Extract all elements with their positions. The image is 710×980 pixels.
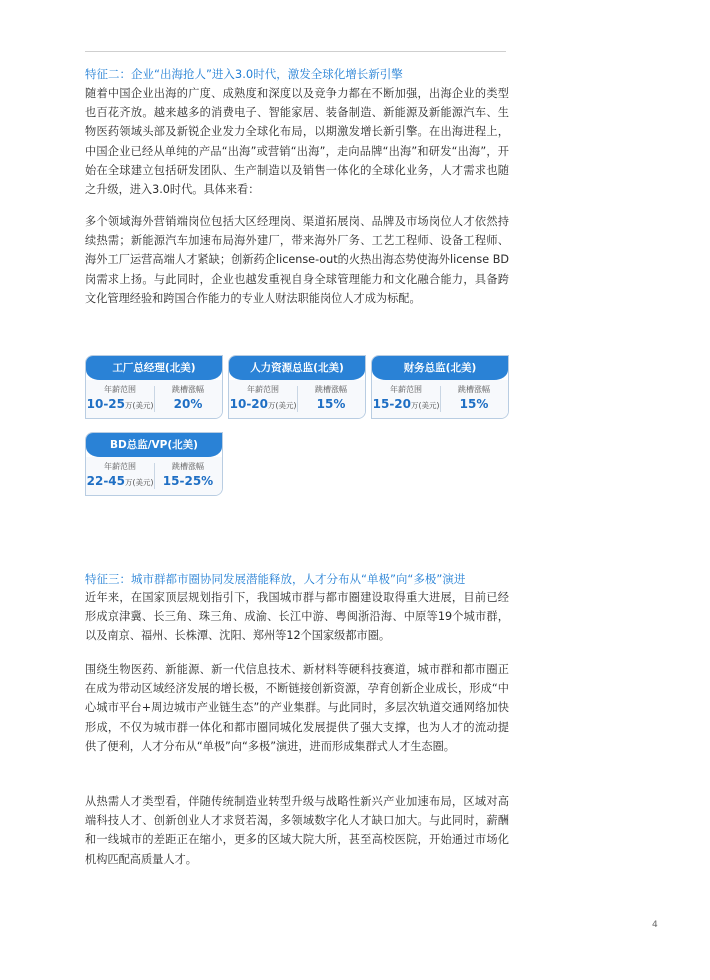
- section-3-paragraph-2: 围绕生物医药、新能源、新一代信息技术、新材料等硬科技赛道，城市群和都市圈正在成为带动区域经济发展的增长极，不断链接创新资源，孕育创新企业成长，形成“中心城市平台+周边城市产业链生态”的产业集群。与此同时，多层次轨道交通网络加快形成，不仅为城市群一体化和都市圈同城化发展提供了强大支撑，也为人才的流动提供了便利，人才分布从“单极”向“多极”演进，进而形成集群式人才生态圈。: [85, 663, 509, 753]
- top-divider: [85, 51, 506, 52]
- job-hop-raise-label: 跳槽涨幅: [172, 385, 204, 394]
- salary-range-value: 15-20: [372, 397, 412, 411]
- salary-unit: 万(美元): [268, 401, 297, 410]
- card-title: 人力资源总监(北美): [229, 356, 365, 380]
- card-title: BD总监/VP(北美): [86, 433, 222, 457]
- salary-card-bd-director: [85, 432, 223, 496]
- salary-range-value: 22-45: [86, 474, 126, 488]
- job-hop-raise-value: 15%: [459, 397, 489, 411]
- card-title: 财务总监(北美): [372, 356, 508, 380]
- section-2-heading: 特征二：企业“出海抢人”进入3.0时代，激发全球化增长新引擎: [85, 67, 403, 81]
- salary-unit: 万(美元): [125, 478, 154, 487]
- salary-card-hr-director: [228, 355, 366, 419]
- section-3-paragraph-3: 从热需人才类型看，伴随传统制造业转型升级与战略性新兴产业加速布局，区域对高端科技人才、创新创业人才求贤若渴，多领域数字化人才缺口加大。与此同时，薪酬和一线城市的差距正在缩小，更多的区域大院大所，甚至高校医院，开始通过市场化机构匹配高质量人才。: [85, 795, 509, 866]
- salary-range-value: 10-20: [229, 397, 269, 411]
- salary-unit: 万(美元): [411, 401, 440, 410]
- salary-range-label: 年薪范围: [247, 385, 279, 394]
- page-number: 4: [652, 920, 658, 930]
- job-hop-raise-value: 15-25%: [162, 474, 214, 488]
- job-hop-raise-value: 20%: [173, 397, 203, 411]
- job-hop-raise-label: 跳槽涨幅: [458, 385, 490, 394]
- card-title: 工厂总经理(北美): [86, 356, 222, 380]
- salary-range-value: 10-25: [86, 397, 126, 411]
- section-2-paragraph-1: 随着中国企业出海的广度、成熟度和深度以及竞争力都在不断加强，出海企业的类型也百花齐放。越来越多的消费电子、智能家居、装备制造、新能源及新能源汽车、生物医药领域头部及新锐企业发力全球化布局，以期激发增长新引擎。在出海进程上，中国企业已经从单纯的产品“出海”或营销“出海”，走向品牌“出海”和研发“出海”，开始在全球建立包括研发团队、生产制造以及销售一体化的全球化业务，人才需求也随之升级，进入3.0时代。具体来看：: [85, 87, 509, 197]
- job-hop-raise-label: 跳槽涨幅: [315, 385, 347, 394]
- salary-range-label: 年薪范围: [104, 385, 136, 394]
- salary-unit: 万(美元): [125, 401, 154, 410]
- salary-range-label: 年薪范围: [390, 385, 422, 394]
- job-hop-raise-label: 跳槽涨幅: [172, 462, 204, 471]
- job-hop-raise-value: 15%: [316, 397, 346, 411]
- salary-card-factory-gm: [85, 355, 223, 419]
- section-3-paragraph-1: 近年来，在国家顶层规划指引下，我国城市群与都市圈建设取得重大进展，目前已经形成京津冀、长三角、珠三角、成渝、长江中游、粤闽浙沿海、中原等19个城市群，以及南京、福州、长株潭、沈阳、郑州等12个国家级都市圈。: [85, 591, 509, 643]
- section-3-heading: 特征三：城市群都市圈协同发展潜能释放，人才分布从“单极”向“多极”演进: [85, 572, 466, 586]
- section-2-paragraph-2: 多个领域海外营销端岗位包括大区经理岗、渠道拓展岗、品牌及市场岗位人才依然持续热需；新能源汽车加速布局海外建厂，带来海外厂务、工艺工程师、设备工程师、海外工厂运营高端人才紧缺；创新药企license-out的火热出海态势使海外license BD岗需求上扬。与此同时，企业也越发重视自身全球管理能力和文化融合能力，具备跨文化管理经验和跨国合作能力的专业人财法职能岗位人才成为标配。: [85, 215, 509, 305]
- salary-card-finance-director: [371, 355, 509, 419]
- salary-range-label: 年薪范围: [104, 462, 136, 471]
